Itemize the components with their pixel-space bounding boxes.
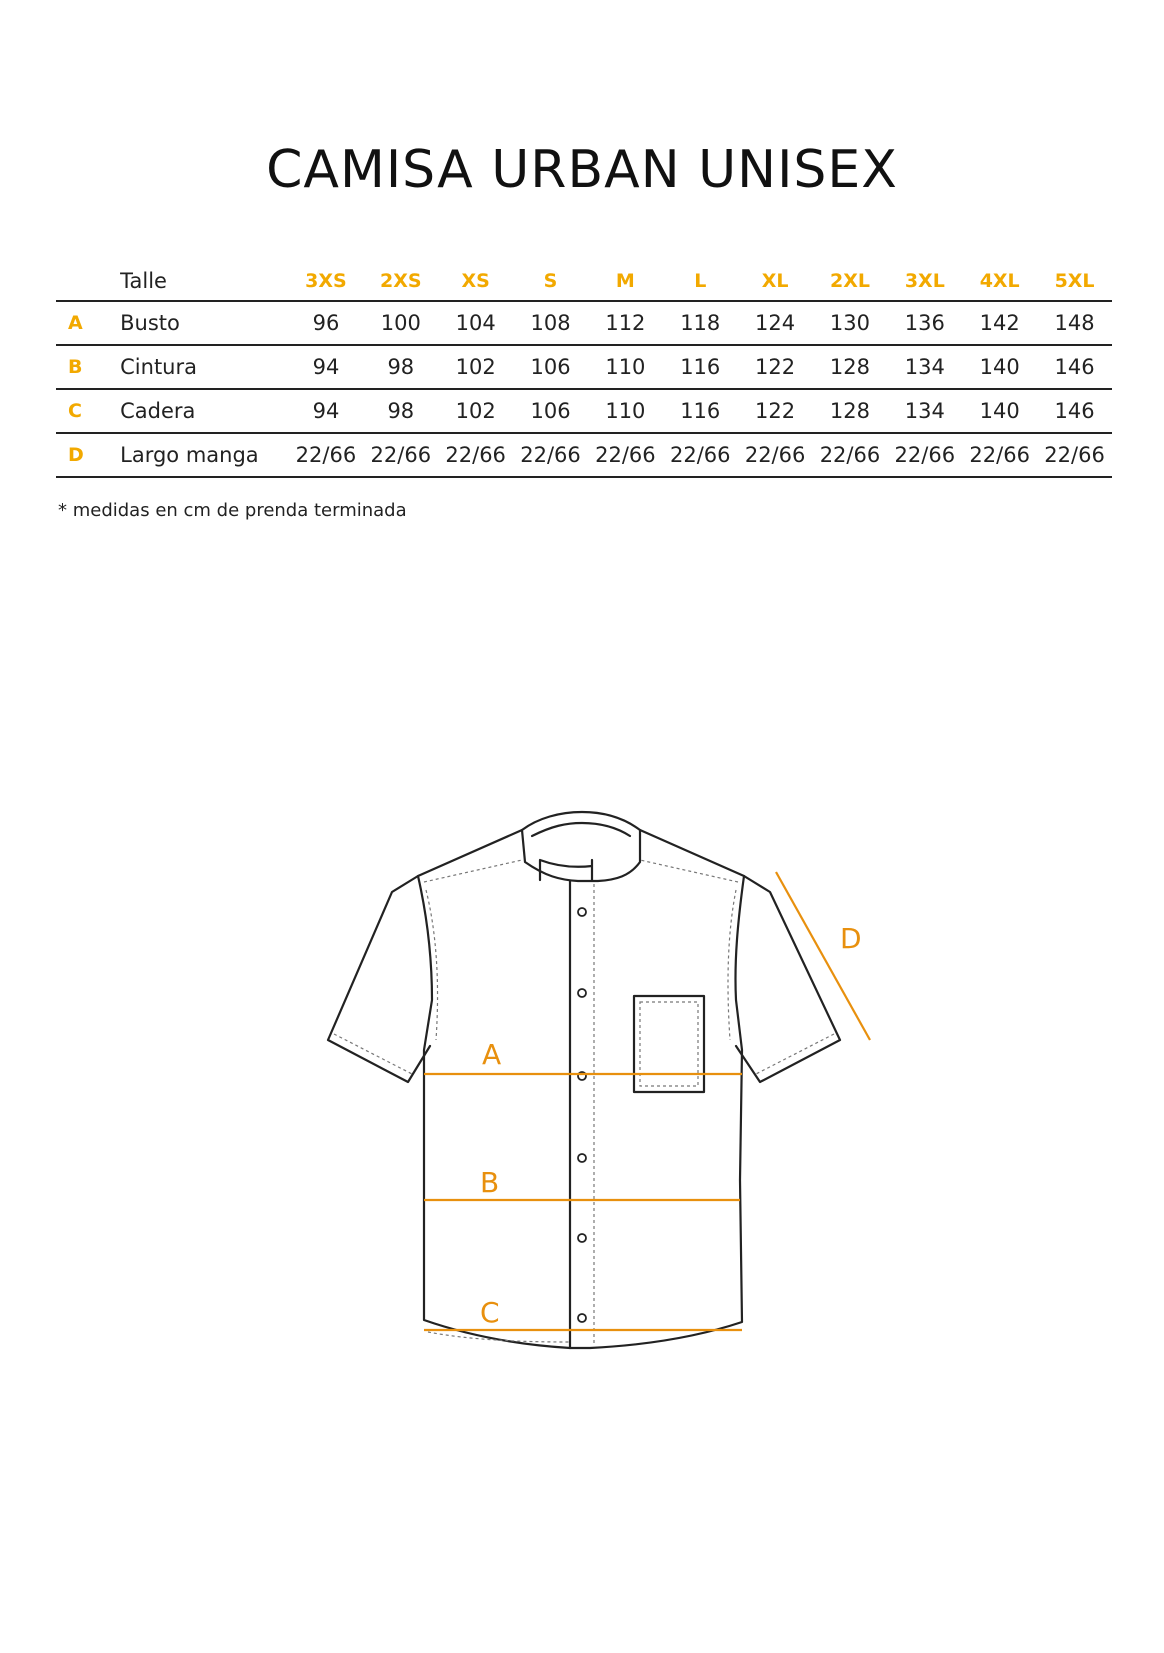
table-cell: 118 (663, 301, 738, 345)
table-cell: 106 (513, 389, 588, 433)
row-label: Cadera (120, 389, 288, 433)
size-header: L (663, 262, 738, 301)
table-cell: 94 (289, 345, 364, 389)
table-cell: 146 (1037, 389, 1112, 433)
right-shoulder-stitch (640, 860, 738, 882)
measurement-lines (424, 872, 870, 1330)
table-cell: 22/66 (813, 433, 888, 477)
table-cell: 22/66 (887, 433, 962, 477)
chest-pocket (634, 996, 704, 1092)
measurement-note: * medidas en cm de prenda terminada (58, 500, 407, 521)
table-cell: 140 (962, 389, 1037, 433)
page-title: CAMISA URBAN UNISEX (266, 140, 898, 200)
size-header: 3XL (887, 262, 962, 301)
table-cell: 100 (363, 301, 438, 345)
table-cell: 96 (289, 301, 364, 345)
table-cell: 128 (813, 389, 888, 433)
table-cell: 112 (588, 301, 663, 345)
table-cell: 106 (513, 345, 588, 389)
label-d: D (840, 922, 862, 955)
header-label: Talle (120, 262, 288, 301)
button (578, 1154, 586, 1162)
table-cell: 22/66 (513, 433, 588, 477)
table-cell: 146 (1037, 345, 1112, 389)
table-cell: 22/66 (1037, 433, 1112, 477)
table-cell: 108 (513, 301, 588, 345)
table-cell: 116 (663, 345, 738, 389)
table-cell: 110 (588, 389, 663, 433)
table-cell: 22/66 (588, 433, 663, 477)
table-cell: 122 (738, 389, 813, 433)
size-header: 2XL (813, 262, 888, 301)
label-c: C (480, 1296, 500, 1329)
table-cell: 142 (962, 301, 1037, 345)
row-code: C (56, 389, 120, 433)
right-cuff-stitch (756, 1034, 834, 1074)
table-cell: 98 (363, 389, 438, 433)
table-cell: 124 (738, 301, 813, 345)
size-header: M (588, 262, 663, 301)
table-cell: 130 (813, 301, 888, 345)
collar-inner (532, 823, 630, 836)
label-b: B (480, 1166, 500, 1199)
table-cell: 128 (813, 345, 888, 389)
row-code: D (56, 433, 120, 477)
table-cell: 116 (663, 389, 738, 433)
measurement-labels (480, 922, 862, 1329)
table-cell: 22/66 (663, 433, 738, 477)
table-cell: 110 (588, 345, 663, 389)
button (578, 908, 586, 916)
table-cell: 22/66 (962, 433, 1037, 477)
table-cell: 122 (738, 345, 813, 389)
row-label: Largo manga (120, 433, 288, 477)
label-a: A (482, 1038, 502, 1071)
size-header: XS (438, 262, 513, 301)
right-sleeve-outline (736, 876, 840, 1082)
table-cell: 136 (887, 301, 962, 345)
table-cell: 102 (438, 389, 513, 433)
left-cuff-stitch (334, 1034, 412, 1074)
left-sleeve-outline (328, 876, 430, 1082)
table-cell: 98 (363, 345, 438, 389)
table-cell: 22/66 (738, 433, 813, 477)
buttons (578, 908, 586, 1322)
button (578, 1234, 586, 1242)
measure-line-d (776, 872, 870, 1040)
size-header: S (513, 262, 588, 301)
table-cell: 22/66 (289, 433, 364, 477)
table-cell: 134 (887, 389, 962, 433)
row-label: Busto (120, 301, 288, 345)
table-cell: 140 (962, 345, 1037, 389)
table-cell: 104 (438, 301, 513, 345)
table-cell: 22/66 (363, 433, 438, 477)
table-cell: 148 (1037, 301, 1112, 345)
table-cell: 22/66 (438, 433, 513, 477)
size-header: 2XS (363, 262, 438, 301)
shirt-stitching (334, 860, 834, 1346)
row-label: Cintura (120, 345, 288, 389)
size-header: XL (738, 262, 813, 301)
size-header: 4XL (962, 262, 1037, 301)
row-code: B (56, 345, 120, 389)
table-cell: 134 (887, 345, 962, 389)
button (578, 1314, 586, 1322)
button (578, 989, 586, 997)
table-cell: 102 (438, 345, 513, 389)
size-header: 3XS (289, 262, 364, 301)
table-cell: 94 (289, 389, 364, 433)
left-shoulder-stitch (424, 860, 522, 882)
row-code: A (56, 301, 120, 345)
size-header: 5XL (1037, 262, 1112, 301)
collar-band (540, 860, 592, 880)
